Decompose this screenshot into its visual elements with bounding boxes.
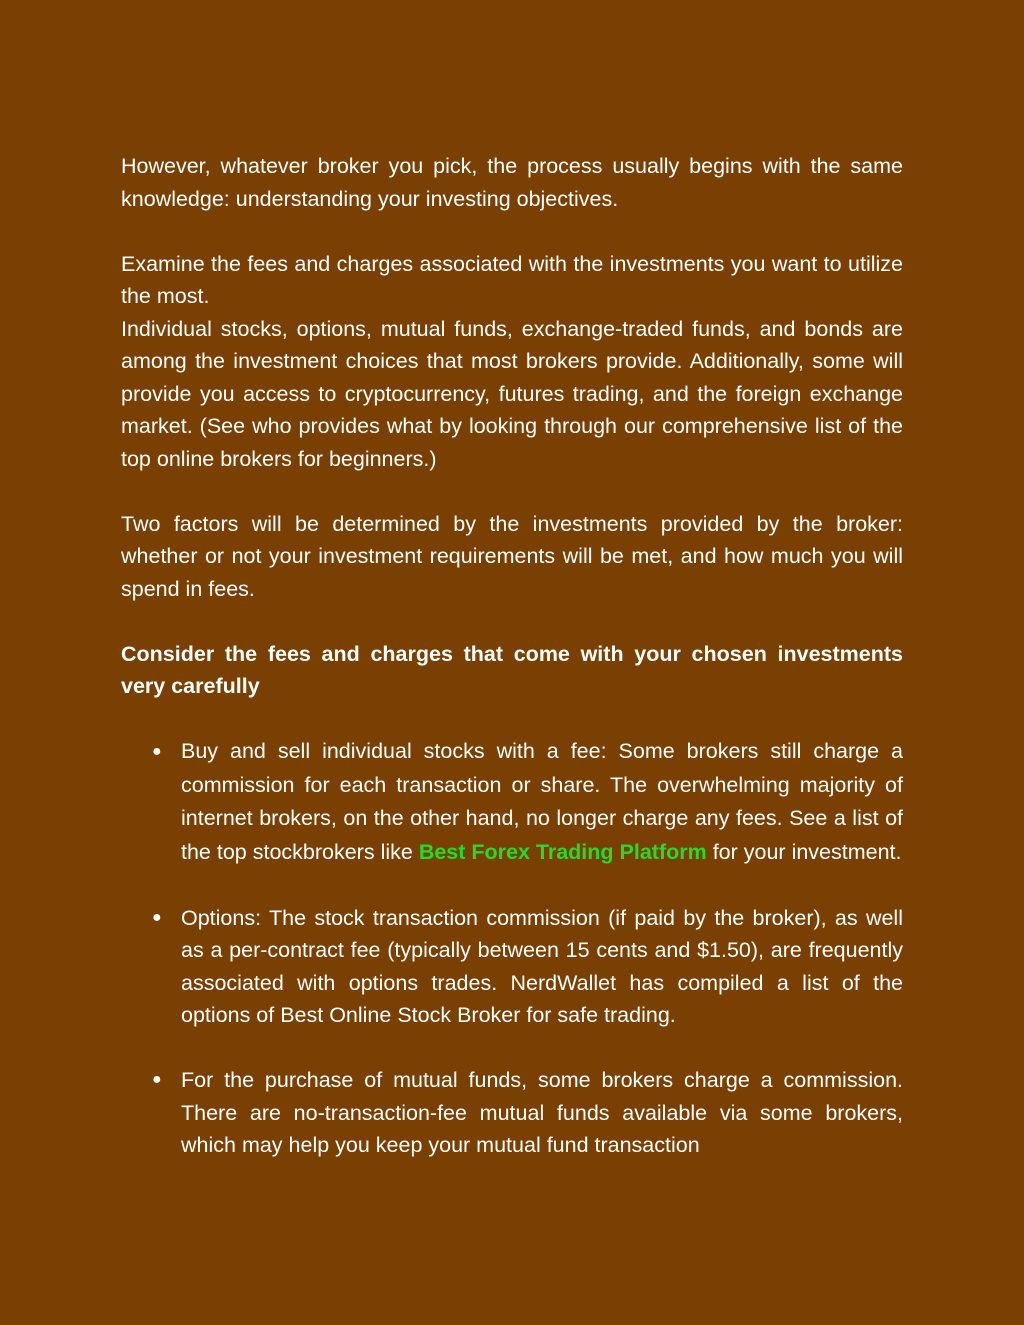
paragraph-two-factors: Two factors will be determined by the investments provided by the broker: whether or not your investment requirements will be met, and how much you will spend in fees. bbox=[121, 511, 903, 601]
document-body bbox=[121, 150, 903, 1194]
list-item-mutual-funds-text: For the purchase of mutual funds, some brokers charge a commission. There are no-transaction-fee mutual funds available via some brokers, which may help you keep your mutual fund transaction bbox=[181, 1068, 903, 1157]
list-item-options bbox=[121, 902, 903, 1032]
list-item-options-text: Options: The stock transaction commission (if paid by the broker), as well as a per-contract fee (typically between 15 cents and $1.50), are frequently associated with options trades. NerdWallet has compiled a list of the options of Best Online Stock Broker for safe trading. bbox=[181, 905, 903, 1027]
paragraph-spacer bbox=[121, 475, 903, 508]
fees-bullet-list bbox=[121, 735, 903, 1162]
list-item-stocks bbox=[121, 735, 903, 869]
bullet-icon: ● bbox=[152, 743, 162, 760]
paragraph-spacer bbox=[121, 605, 903, 638]
list-item-stocks-text: Buy and sell individual stocks with a fee: Some brokers still charge a commission for each transaction or share. The overwhelming majority of internet brokers, on the other hand, no longer charge any fees. See a list of the top stockbrokers like bbox=[181, 739, 903, 864]
list-item-stocks-text-end: for your investment. bbox=[706, 839, 902, 864]
best-forex-trading-platform-link[interactable]: Best Forex Trading Platform bbox=[418, 839, 707, 864]
bullet-icon: ● bbox=[152, 1071, 162, 1088]
paragraph-broker-process: However, whatever broker you pick, the process usually begins with the same knowledge: understanding your investing objectives. bbox=[121, 154, 903, 211]
paragraph-spacer bbox=[121, 703, 903, 736]
paragraph-investment-choices: Individual stocks, options, mutual funds, exchange-traded funds, and bonds are among the investment choices that most brokers provide. Additionally, some will provide you access to cryptocurrency, futures trading, and the foreign exchange market. (See who provides what by looking through our comprehensive list of the top online brokers for beginners.) bbox=[121, 316, 903, 471]
paragraph-examine-fees: Examine the fees and charges associated with the investments you want to utilize the most. bbox=[121, 251, 903, 308]
section-heading: Consider the fees and charges that come with your chosen investments very carefully bbox=[121, 641, 903, 698]
bullet-icon: ● bbox=[152, 908, 162, 926]
list-item-mutual-funds bbox=[121, 1064, 903, 1162]
paragraph-spacer bbox=[121, 215, 903, 248]
